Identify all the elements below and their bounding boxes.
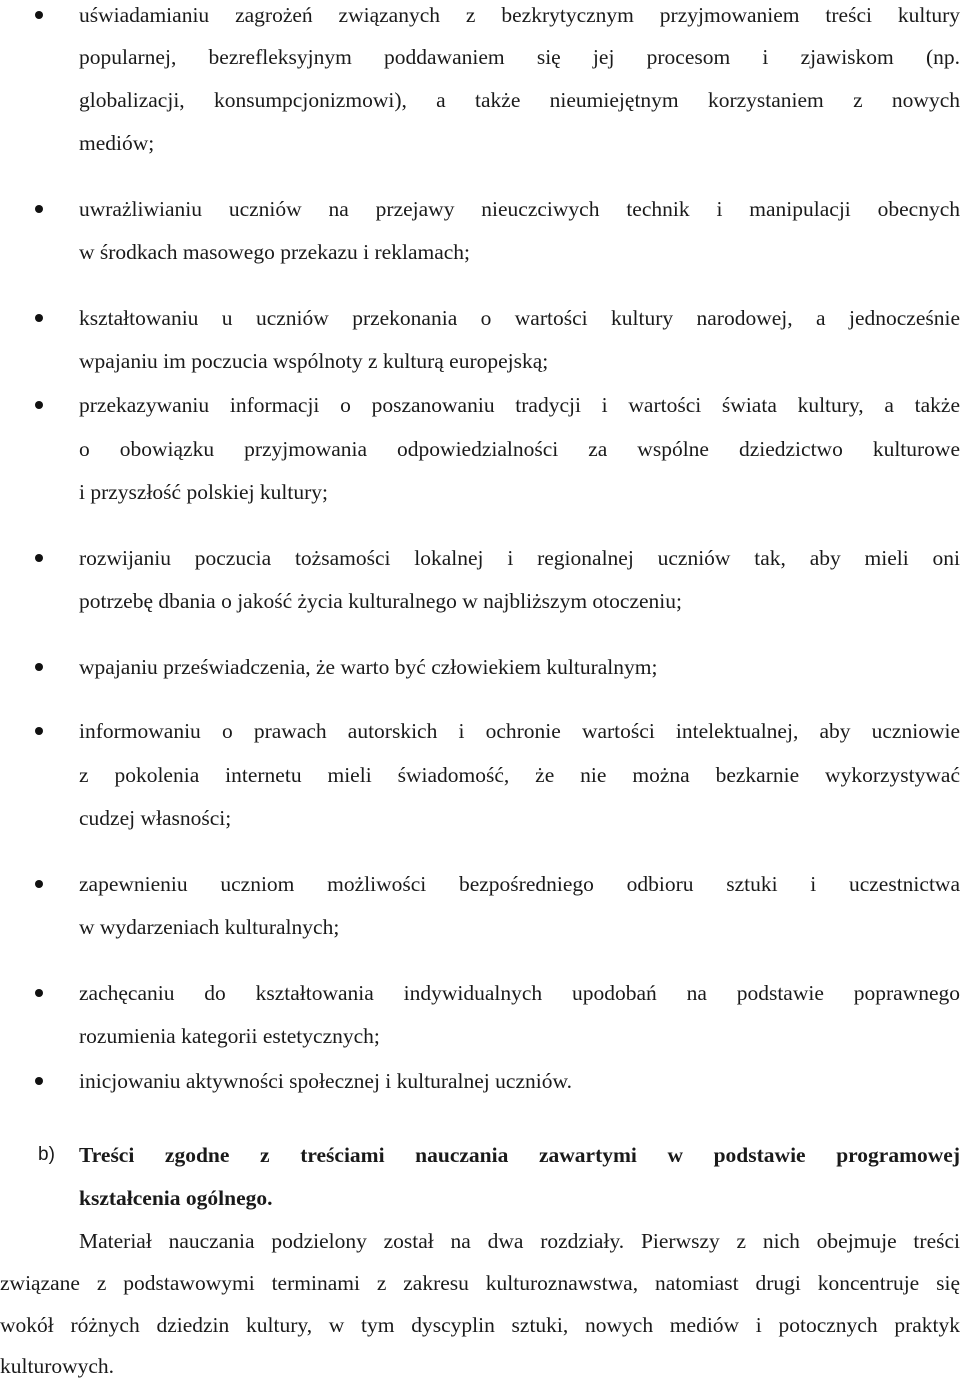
bullet-icon [35,880,43,888]
bullet-icon [35,554,43,562]
list-item-line: zapewnieniu uczniom możliwości bezpośredniego odbioru sztuki i uczestnictwa [79,872,960,896]
list-item-line: o obowiązku przyjmowania odpowiedzialności za wspólne dziedzictwo kulturowe [79,437,960,461]
section-marker: b) [38,1144,55,1165]
list-item-line: globalizacji, konsumpcjonizmowi), a także nieumiejętnym korzystaniem z nowych [79,88,960,112]
bullet-icon [35,663,43,671]
bullet-icon [35,727,43,735]
bullet-icon [35,314,43,322]
paragraph-line: związane z podstawowymi terminami z zakresu kulturoznawstwa, natomiast drugi koncentruje się [0,1271,960,1295]
section-heading-line: Treści zgodne z treściami nauczania zawartymi w podstawie programowej [79,1143,960,1167]
list-item-line: popularnej, bezrefleksyjnym poddawaniem się jej procesom i zjawiskom (np. [79,45,960,69]
bullet-icon [35,401,43,409]
list-item-line: rozumienia kategorii estetycznych; [79,1024,380,1048]
paragraph-line: kulturowych. [0,1354,115,1378]
list-item-line: w środkach masowego przekazu i reklamach; [79,240,471,264]
list-item-line: potrzebę dbania o jakość życia kulturalnego w najbliższym otoczeniu; [79,589,682,613]
list-item-line: rozwijaniu poczucia tożsamości lokalnej i regionalnej uczniów tak, aby mieli oni [79,546,960,570]
list-item-line: i przyszłość polskiej kultury; [79,480,329,504]
list-item-line: mediów; [79,131,155,155]
list-item-line: w wydarzeniach kulturalnych; [79,915,340,939]
list-item-line: wpajaniu im poczucia wspólnoty z kulturą europejską; [79,349,549,373]
list-item-line: zachęcaniu do kształtowania indywidualnych upodobań na podstawie poprawnego [79,981,960,1005]
list-item-line: z pokolenia internetu mieli świadomość, że nie można bezkarnie wykorzystywać [79,763,960,787]
bullet-icon [35,11,43,19]
list-item-line: wpajaniu przeświadczenia, że warto być człowiekiem kulturalnym; [79,655,658,679]
paragraph-line: Materiał nauczania podzielony został na dwa rozdziały. Pierwszy z nich obejmuje treści [79,1229,960,1253]
section-heading-line: kształcenia ogólnego. [79,1186,273,1210]
list-item-line: inicjowaniu aktywności społecznej i kulturalnej uczniów. [79,1069,572,1093]
bullet-icon [35,1077,43,1085]
list-item-line: uświadamianiu zagrożeń związanych z bezkrytycznym przyjmowaniem treści kultury [79,3,960,27]
list-item-line: uwrażliwianiu uczniów na przejawy nieuczciwych technik i manipulacji obecnych [79,197,960,221]
paragraph-line: wokół różnych dziedzin kultury, w tym dyscyplin sztuki, nowych mediów i potocznych praktyk [0,1313,960,1337]
list-item-line: cudzej własności; [79,806,232,830]
bullet-icon [35,989,43,997]
list-item-line: przekazywaniu informacji o poszanowaniu tradycji i wartości świata kultury, a także [79,393,960,417]
bullet-icon [35,205,43,213]
list-item-line: kształtowaniu u uczniów przekonania o wartości kultury narodowej, a jednocześnie [79,306,960,330]
list-item-line: informowaniu o prawach autorskich i ochronie wartości intelektualnej, aby uczniowie [79,719,960,743]
